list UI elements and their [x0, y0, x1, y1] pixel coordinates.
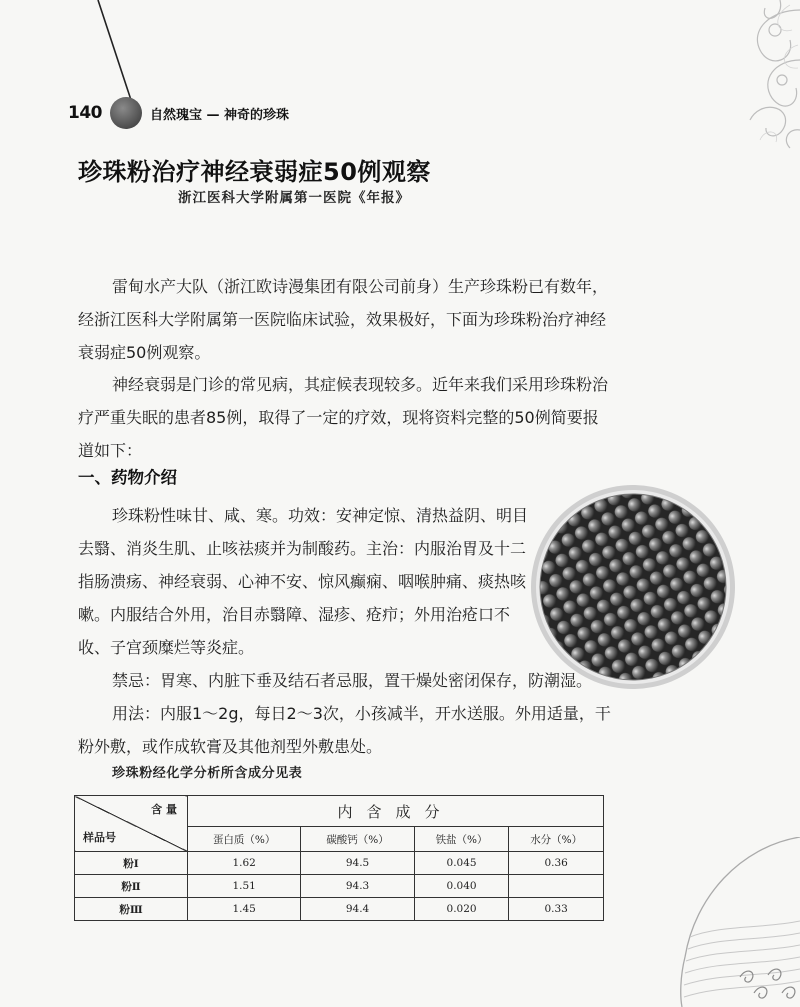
header-circle-icon: [110, 97, 142, 129]
value-cell: 94.5: [301, 852, 414, 875]
running-header: [68, 98, 289, 128]
value-cell: 1.51: [188, 875, 301, 898]
drug-description-paragraph: 珍珠粉性味甘、咸、寒。功效：安神定惊、清热益阴、明目去翳、消炎生肌、止咳祛痰并为制酸药。主治：内服治胃及十二指肠溃疡、神经衰弱、心神不安、惊风癫痫、咽喉肿痛、痰热咳嗽。内服结合外用，治目赤翳障、湿疹、疮疖；外用治疮口不收、子宫颈糜烂等炎症。: [78, 506, 529, 657]
column-header: 蛋白质（%）: [188, 827, 301, 852]
value-cell: 94.3: [301, 875, 414, 898]
article-source: 浙江医科大学附属第一医院《年报》: [178, 190, 410, 206]
table-row: [75, 852, 604, 875]
usage-paragraph: 用法：内服1～2g，每日2～3次，小孩减半，开水送服。外用适量，干粉外敷，或作成软膏及其他剂型外敷患处。: [78, 704, 611, 756]
hanging-line-decoration: [88, 0, 148, 100]
value-cell: 1.62: [188, 852, 301, 875]
value-cell: [509, 875, 604, 898]
intro-paragraph: 神经衰弱是门诊的常见病，其症候表现较多。近年来我们采用珍珠粉治疗严重失眠的患者85例，取得了一定的疗效，现将资料完整的50例简要报道如下：: [78, 375, 609, 460]
value-cell: 1.45: [188, 898, 301, 921]
sample-cell: 粉Ⅱ: [75, 875, 188, 898]
corner-label-content: 含 量: [151, 803, 177, 816]
value-cell: 0.33: [509, 898, 604, 921]
column-header: 水分（%）: [509, 827, 604, 852]
value-cell: 94.4: [301, 898, 414, 921]
table-corner-header: [75, 796, 188, 852]
table-row: [75, 875, 604, 898]
wave-pattern-decoration: [650, 837, 800, 1007]
corner-label-sample: 样品号: [83, 831, 116, 844]
value-cell: 0.020: [414, 898, 509, 921]
value-cell: 0.36: [509, 852, 604, 875]
group-header: 内含成分: [188, 796, 604, 827]
page-number: 140: [68, 103, 102, 123]
article-title: 珍珠粉治疗神经衰弱症50例观察: [78, 158, 431, 186]
table-row: [75, 898, 604, 921]
section-heading: 一、药物介绍: [78, 468, 177, 487]
value-cell: 0.045: [414, 852, 509, 875]
column-header: 铁盐（%）: [414, 827, 509, 852]
contraindication-paragraph: 禁忌：胃寒、内脏下垂及结石者忌服，置干燥处密闭保存，防潮湿。: [112, 671, 593, 690]
table-caption: 珍珠粉经化学分析所含成分见表: [112, 766, 303, 781]
intro-paragraph: 雷甸水产大队（浙江欧诗漫集团有限公司前身）生产珍珠粉已有数年，经浙江医科大学附属第一医院临床试验，效果极好，下面为珍珠粉治疗神经衰弱症50例观察。: [78, 277, 609, 362]
pearl-photo: [530, 484, 736, 690]
swirl-pattern-decoration: [680, 0, 800, 150]
sample-cell: 粉Ⅰ: [75, 852, 188, 875]
value-cell: 0.040: [414, 875, 509, 898]
column-header: 碳酸钙（%）: [301, 827, 414, 852]
chapter-title: 自然瑰宝 — 神奇的珍珠: [150, 107, 290, 123]
sample-cell: 粉Ⅲ: [75, 898, 188, 921]
composition-table: [74, 795, 604, 921]
